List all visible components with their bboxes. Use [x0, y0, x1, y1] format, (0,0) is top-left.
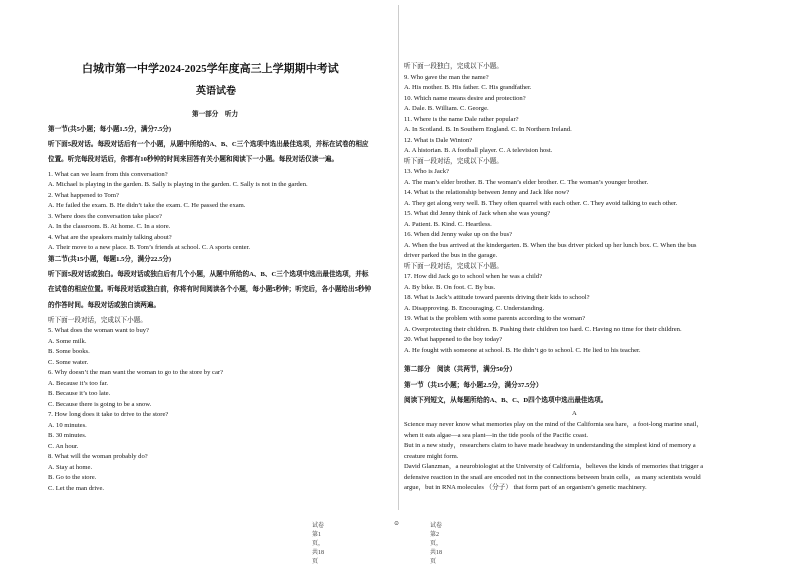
question-5: 5. What does the woman want to buy?	[48, 327, 149, 334]
question-15-options: A. Patient. B. Kind. C. Heartless.	[404, 221, 492, 228]
question-1-options: A. Michael is playing in the garden. B. Sally is playing in the garden. C. Sally is not in the garden.	[48, 181, 308, 188]
section2-instruction: 在试卷的相应位置。听每段对话或独白前，你将有时间阅读各个小题，每小题5秒钟；听完后，各小题给出5秒钟	[48, 286, 372, 293]
page-footer: 试卷第2页，共18页	[430, 523, 443, 565]
question-4-options: A. Their move to a new place. B. Tom’s friends at school. C. A sports center.	[48, 244, 251, 251]
part2-section1-heading: 第一节（共15小题；每小题2.5分，满分37.5分）	[404, 382, 543, 389]
section2-instruction: 的作答时间。每段对话或独白读两遍。	[48, 302, 161, 309]
section1-instruction: 位置。听完每段对话后，你都有10秒钟的时间来回答有关小题和阅读下一小题。每段对话仅读一遍。	[48, 156, 339, 163]
question-10-options: A. Dale. B. William. C. George.	[404, 105, 489, 112]
question-7: 7. How long does it take to drive to the store?	[48, 411, 169, 418]
question-4: 4. What are the speakers mainly talking about?	[48, 234, 172, 241]
question-14-options: A. They get along very well. B. They often quarrel with each other. C. They avoid talking to each other.	[404, 200, 678, 207]
question-11: 11. Where is the name Dale rather popular?	[404, 116, 519, 123]
listen-instruction: 听下面一段对话，完成以下小题。	[404, 158, 503, 165]
question-11-options: A. In Scotland. B. In Southern England. C. In Northern Ireland.	[404, 126, 572, 133]
question-6: 6. Why doesn’t the man want the woman to go to the store by car?	[48, 369, 223, 376]
option: A. Some milk.	[48, 338, 87, 345]
option: B. Go to the store.	[48, 474, 97, 481]
exam-title: 白城市第一中学2024-2025学年度高三上学期期中考试	[82, 63, 339, 75]
question-3: 3. Where does the conversation take place?	[48, 213, 162, 220]
passage-text: Science may never know what memories play on the mind of the California sea hare，a foot-long marine snail，	[404, 421, 704, 428]
question-16-options: A. When the bus arrived at the kindergarten. B. When the bus driver picked up her lunch box. C. When the bus	[404, 242, 697, 249]
question-10: 10. Which name means desire and protection?	[404, 95, 526, 102]
passage-text: defensive reaction in the snail are encoded not in the connections between brain cells，as many scientists would	[404, 474, 701, 481]
option: A. 10 minutes.	[48, 422, 87, 429]
section2-heading: 第二节(共15小题，每题1.5分，满分22.5分)	[48, 256, 172, 263]
question-18-options: A. Disapproving. B. Encouraging. C. Understanding.	[404, 305, 545, 312]
question-2-options: A. He failed the exam. B. He didn’t take the exam. C. He passed the exam.	[48, 202, 246, 209]
question-12: 12. What is Dale Winton?	[404, 137, 473, 144]
question-17: 17. How did Jack go to school when he was a child?	[404, 273, 543, 280]
section1-instruction: 听下面5段对话。每段对话后有一个小题，从题中所给的A、B、C三个选项中选出最佳选项，并标在试卷的相应	[48, 141, 369, 148]
question-3-options: A. In the classroom. B. At home. C. In a store.	[48, 223, 171, 230]
question-20-options: A. He fought with someone at school. B. He didn’t go to school. C. He lied to his teacher.	[404, 347, 641, 354]
option: C. Because there is going to be a snow.	[48, 401, 152, 408]
option: A. Stay at home.	[48, 464, 93, 471]
passage-text: when it eats algae—a sea plant—in the tide pools of the Pacific coast.	[404, 432, 589, 439]
question-20: 20. What happened to the boy today?	[404, 336, 503, 343]
question-19-options: A. Overprotecting their children. B. Pushing their children too hard. C. Having no time for their children.	[404, 326, 682, 333]
option: C. An hour.	[48, 443, 79, 450]
part1-heading: 第一部分 听力	[192, 111, 239, 118]
option: B. Some books.	[48, 348, 90, 355]
question-18: 18. What is Jack’s attitude toward parents driving their kids to school?	[404, 294, 590, 301]
listen-instruction: 听下面一段对话，完成以下小题。	[404, 263, 503, 270]
option: B. 30 minutes.	[48, 432, 87, 439]
center-mark: ⊙	[394, 521, 400, 527]
question-19: 19. What is the problem with some parents according to the woman?	[404, 315, 586, 322]
option: A. Because it’s too far.	[48, 380, 109, 387]
question-8: 8. What will the woman probably do?	[48, 453, 148, 460]
question-9: 9. Who gave the man the name?	[404, 74, 489, 81]
passage-text: But in a new study，researchers claim to have made headway in understanding the simplest kind of memory a	[404, 442, 696, 449]
question-16: 16. When did Jenny wake up on the bus?	[404, 231, 513, 238]
section2-instruction: 听下面5段对话或独白。每段对话或独白后有几个小题，从题中所给的A、B、C三个选项中选出最佳选项，并标	[48, 271, 369, 278]
passage-label: A	[572, 410, 577, 417]
option: C. Some water.	[48, 359, 89, 366]
listen-instruction: 听下面一段独白，完成以下小题。	[404, 63, 503, 70]
question-13: 13. Who is Jack?	[404, 168, 449, 175]
question-15: 15. What did Jenny think of Jack when she was young?	[404, 210, 551, 217]
section1-heading: 第一节(共5小题；每小题1.5分，满分7.5分)	[48, 126, 172, 133]
column-divider	[398, 5, 399, 510]
exam-subtitle: 英语试卷	[196, 86, 236, 97]
passage-text: argue，but in RNA molecules （分子） that form part of an organism’s genetic machinery.	[404, 484, 647, 491]
question-16-options: driver parked the bus in the garage.	[404, 252, 498, 259]
question-1: 1. What can we learn from this conversation?	[48, 171, 168, 178]
part2-instruction: 阅读下列短文，从每题所给的A、B、C、D四个选项中选出最佳选项。	[404, 397, 608, 404]
question-14: 14. What is the relationship between Jenny and Jack like now?	[404, 189, 570, 196]
question-17-options: A. By bike. B. On foot. C. By bus.	[404, 284, 496, 291]
question-13-options: A. The man’s elder brother. B. The woman’s elder brother. C. The woman’s younger brother.	[404, 179, 649, 186]
option: C. Let the man drive.	[48, 485, 105, 492]
listen-instruction: 听下面一段对话，完成以下小题。	[48, 317, 147, 324]
question-2: 2. What happened to Tom?	[48, 192, 119, 199]
passage-text: David Glanzman，a neurobiologist at the University of California，believes the kinds of memories that trigger a	[404, 463, 704, 470]
passage-text: creature might form.	[404, 453, 459, 460]
page-footer: 试卷第1页，共18页	[312, 523, 325, 565]
part2-heading: 第二部分 阅读（共两节，满分50分）	[404, 366, 517, 373]
option: B. Because it’s too late.	[48, 390, 111, 397]
question-9-options: A. His mother. B. His father. C. His grandfather.	[404, 84, 532, 91]
question-12-options: A. A historian. B. A football player. C. A television host.	[404, 147, 553, 154]
